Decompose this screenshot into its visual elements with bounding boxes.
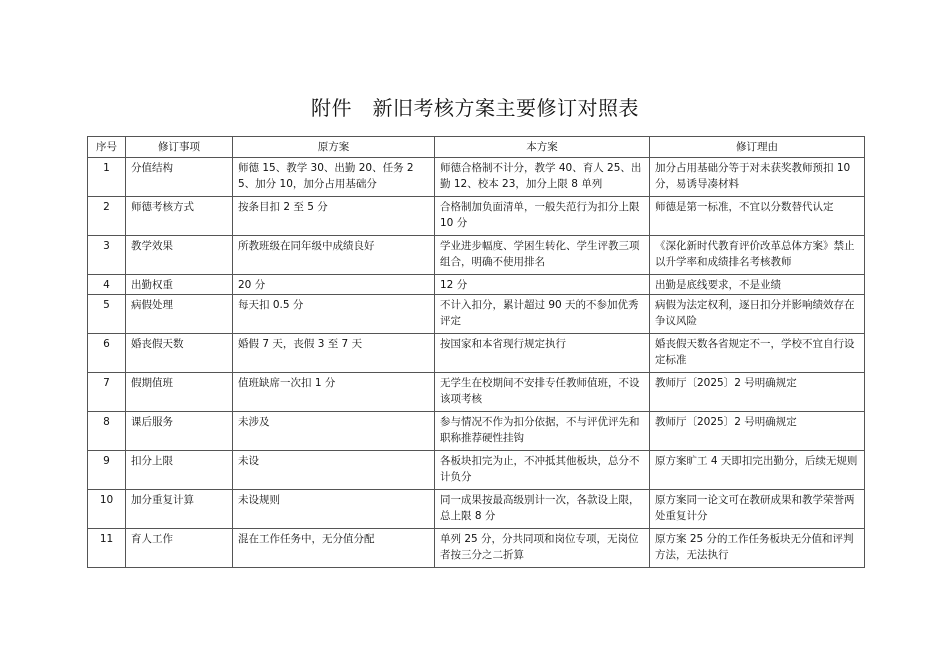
revision-item: 课后服务: [126, 412, 233, 451]
row-number: 4: [88, 275, 126, 295]
table-row: [88, 451, 865, 490]
page-title: 附件 新旧考核方案主要修订对照表: [311, 96, 639, 120]
table-row: [88, 490, 865, 529]
row-number: 10: [88, 490, 126, 529]
revision-item: 病假处理: [126, 295, 233, 334]
original-plan: 值班缺席一次扣 1 分: [233, 373, 435, 412]
revision-reason: 病假为法定权利，逐日扣分并影响绩效存在争议风险: [650, 295, 865, 334]
revision-reason: 原方案 25 分的工作任务板块无分值和评判方法，无法执行: [650, 529, 865, 568]
row-number: 7: [88, 373, 126, 412]
original-plan: 混在工作任务中，无分值分配: [233, 529, 435, 568]
row-number: 9: [88, 451, 126, 490]
row-number: 5: [88, 295, 126, 334]
new-plan: 合格制加负面清单，一般失范行为扣分上限 10 分: [435, 197, 650, 236]
original-plan: 20 分: [233, 275, 435, 295]
revision-reason: 《深化新时代教育评价改革总体方案》禁止以升学率和成绩排名考核教师: [650, 236, 865, 275]
revision-item: 假期值班: [126, 373, 233, 412]
revision-reason: 师德是第一标准，不宜以分数替代认定: [650, 197, 865, 236]
revision-reason: 教师厅〔2025〕2 号明确规定: [650, 412, 865, 451]
row-number: 11: [88, 529, 126, 568]
row-number: 3: [88, 236, 126, 275]
table-header-row: [88, 137, 865, 158]
revision-item: 育人工作: [126, 529, 233, 568]
revision-item: 师德考核方式: [126, 197, 233, 236]
revision-reason: 原方案同一论文可在教研成果和教学荣誉两处重复计分: [650, 490, 865, 529]
revision-reason: 婚丧假天数各省规定不一，学校不宜自行设定标准: [650, 334, 865, 373]
revision-item: 婚丧假天数: [126, 334, 233, 373]
table-row: [88, 412, 865, 451]
revision-reason: 原方案旷工 4 天即扣完出勤分，后续无规则: [650, 451, 865, 490]
table-row: [88, 236, 865, 275]
comparison-table: [87, 136, 865, 568]
header-original-plan: 原方案: [233, 137, 435, 158]
table-row: [88, 334, 865, 373]
revision-item: 扣分上限: [126, 451, 233, 490]
row-number: 1: [88, 158, 126, 197]
original-plan: 未设: [233, 451, 435, 490]
table-row: [88, 295, 865, 334]
original-plan: 按条目扣 2 至 5 分: [233, 197, 435, 236]
revision-item: 分值结构: [126, 158, 233, 197]
new-plan: 学业进步幅度、学困生转化、学生评教三项组合，明确不使用排名: [435, 236, 650, 275]
header-item: 修订事项: [126, 137, 233, 158]
table-row: [88, 275, 865, 295]
original-plan: 所教班级在同年级中成绩良好: [233, 236, 435, 275]
new-plan: 无学生在校期间不安排专任教师值班，不设该项考核: [435, 373, 650, 412]
header-number: 序号: [88, 137, 126, 158]
header-reason: 修订理由: [650, 137, 865, 158]
table-row: [88, 529, 865, 568]
revision-item: 加分重复计算: [126, 490, 233, 529]
new-plan: 不计入扣分，累计超过 90 天的不参加优秀评定: [435, 295, 650, 334]
row-number: 6: [88, 334, 126, 373]
original-plan: 婚假 7 天，丧假 3 至 7 天: [233, 334, 435, 373]
new-plan: 师德合格制不计分，教学 40、育人 25、出勤 12、校本 23，加分上限 8 单列: [435, 158, 650, 197]
revision-reason: 出勤是底线要求，不是业绩: [650, 275, 865, 295]
table-row: [88, 197, 865, 236]
original-plan: 每天扣 0.5 分: [233, 295, 435, 334]
new-plan: 按国家和本省现行规定执行: [435, 334, 650, 373]
new-plan: 参与情况不作为扣分依据，不与评优评先和职称推荐硬性挂钩: [435, 412, 650, 451]
row-number: 8: [88, 412, 126, 451]
row-number: 2: [88, 197, 126, 236]
new-plan: 同一成果按最高级别计一次，各款设上限，总上限 8 分: [435, 490, 650, 529]
revision-item: 教学效果: [126, 236, 233, 275]
original-plan: 师德 15、教学 30、出勤 20、任务 25、加分 10，加分占用基础分: [233, 158, 435, 197]
table-row: [88, 158, 865, 197]
revision-reason: 教师厅〔2025〕2 号明确规定: [650, 373, 865, 412]
new-plan: 各板块扣完为止，不冲抵其他板块，总分不计负分: [435, 451, 650, 490]
original-plan: 未涉及: [233, 412, 435, 451]
table-row: [88, 373, 865, 412]
new-plan: 单列 25 分，分共同项和岗位专项，无岗位者按三分之二折算: [435, 529, 650, 568]
revision-reason: 加分占用基础分等于对未获奖教师预扣 10 分，易诱导凑材料: [650, 158, 865, 197]
header-new-plan: 本方案: [435, 137, 650, 158]
revision-item: 出勤权重: [126, 275, 233, 295]
original-plan: 未设规则: [233, 490, 435, 529]
new-plan: 12 分: [435, 275, 650, 295]
